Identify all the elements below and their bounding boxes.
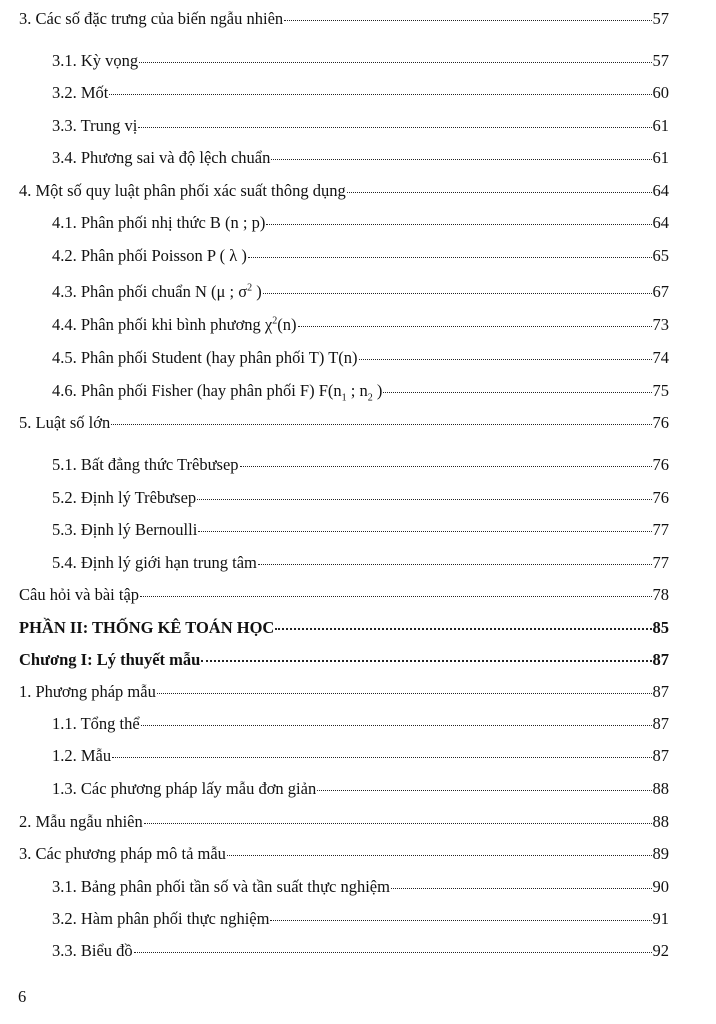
toc-entry-5-3[interactable] [52,520,669,540]
toc-entry-title: 4.5. Phân phối Student (hay phân phối T) T(n) [52,348,358,367]
toc-entry-page: 75 [652,381,669,400]
leader-dots [317,790,651,791]
title-text: 4.3. Phân phối chuẩn N (μ ; σ [52,282,248,301]
toc-entry-page: 92 [652,941,669,960]
toc-entry-page: 87 [652,746,669,765]
leader-dots [138,127,651,128]
toc-entry-questions[interactable] [19,585,669,605]
toc-entry-title: 3.3. Biểu đồ [52,941,133,960]
toc-entry-page: 77 [652,553,669,572]
toc-entry-page: 78 [652,585,669,604]
superscript: 2 [272,315,278,327]
title-text-end: (n) [277,315,297,334]
toc-entry-page: 74 [652,348,669,367]
toc-entry-page: 89 [652,844,669,863]
toc-entry-c1-2[interactable] [19,812,669,832]
toc-entry-page: 90 [652,877,669,896]
toc-entry-title: 4.2. Phân phối Poisson P ( λ ) [52,246,247,265]
leader-dots [198,531,651,532]
toc-entry-title: 5.3. Định lý Bernoulli [52,520,198,539]
toc-entry-page: 76 [652,455,669,474]
toc-entry-4-3[interactable] [52,282,669,302]
toc-entry-title: 5.2. Định lý Trêbưsep [52,488,197,507]
leader-dots [111,424,651,425]
toc-entry-title: Chương I: Lý thuyết mẫu [19,650,201,669]
toc-entry-title: 1. Phương pháp mẫu [19,682,156,701]
toc-entry-title: 4.1. Phân phối nhị thức B (n ; p) [52,213,266,232]
title-text: 4.4. Phân phối khi bình phương χ [52,315,273,334]
toc-entry-4-1[interactable] [52,213,669,233]
toc-entry-title: 3.2. Hàm phân phối thực nghiệm [52,909,270,928]
toc-entry-c1-3[interactable] [19,844,669,864]
toc-entry-title: 3.3. Trung vị [52,116,138,135]
toc-entry-page: 76 [652,413,669,432]
toc-entry-c1-1-2[interactable] [52,746,669,766]
toc-entry-title: 3.4. Phương sai và độ lệch chuẩn [52,148,271,167]
toc-entry-page: 64 [652,181,669,200]
toc-entry-page: 61 [652,116,669,135]
toc-entry-part-2[interactable] [19,618,669,638]
leader-dots [271,159,651,160]
leader-dots [227,855,652,856]
toc-entry-3[interactable] [19,9,669,29]
toc-entry-title: 5. Luật số lớn [19,413,111,432]
toc-entry-4-5[interactable] [52,348,669,368]
toc-entry-title: 4. Một số quy luật phân phối xác suất thông dụng [19,181,346,200]
title-text-mid: ; n [346,381,368,400]
toc-entry-page: 67 [652,282,669,301]
toc-entry-4-6[interactable] [52,381,669,404]
toc-entry-title [52,315,297,335]
toc-entry-4-2[interactable] [52,246,669,266]
footer-page-number: 6 [18,987,27,1006]
leader-dots [240,466,652,467]
leader-dots [134,952,652,953]
leader-dots [359,359,652,360]
leader-dots [284,20,651,21]
toc-entry-4[interactable] [19,181,669,201]
toc-entry-title: 5.4. Định lý giới hạn trung tâm [52,553,257,572]
leader-dots [112,757,651,758]
toc-entry-c1-3-1[interactable] [52,877,669,897]
toc-entry-3-2[interactable] [52,83,669,103]
toc-entry-page: 87 [652,682,669,701]
leader-dots [109,94,651,95]
toc-entry-page: 57 [652,51,669,70]
toc-entry-page: 76 [652,488,669,507]
toc-entry-page: 87 [652,714,669,733]
toc-entry-title: 1.2. Mẫu [52,746,112,765]
toc-entry-page: 88 [652,812,669,831]
title-text: 4.6. Phân phối Fisher (hay phân phối F) F(n [52,381,342,400]
toc-entry-5[interactable] [19,413,669,433]
leader-dots [248,257,652,258]
toc-entry-page: 77 [652,520,669,539]
toc-entry-5-2[interactable] [52,488,669,508]
toc-entry-4-4[interactable] [52,315,669,335]
toc-entry-c1-1-3[interactable] [52,779,669,799]
leader-dots [144,823,652,824]
toc-entry-title: 3.2. Mốt [52,83,109,102]
toc-entry-title: 2. Mẫu ngẫu nhiên [19,812,143,831]
toc-entry-3-3[interactable] [52,116,669,136]
toc-entry-title: 5.1. Bất đẳng thức Trêbưsep [52,455,239,474]
toc-entry-page: 64 [652,213,669,232]
toc-entry-3-4[interactable] [52,148,669,168]
leader-dots [141,725,652,726]
leader-dots [258,564,652,565]
leader-dots [139,62,651,63]
toc-entry-title [52,282,262,302]
subscript: 1 [341,392,347,404]
toc-entry-c1-3-3[interactable] [52,941,669,961]
toc-entry-chapter-1[interactable] [19,650,669,670]
toc-entry-title: 1.3. Các phương pháp lấy mẫu đơn giản [52,779,317,798]
toc-entry-c1-3-2[interactable] [52,909,669,929]
toc-entry-page: 57 [652,9,669,28]
leader-dots [266,224,651,225]
toc-entry-page: 91 [652,909,669,928]
leader-dots [140,596,651,597]
superscript: 2 [247,282,253,294]
toc-entry-title: 3.1. Kỳ vọng [52,51,139,70]
toc-entry-title [52,381,383,404]
toc-entry-5-4[interactable] [52,553,669,573]
title-text-end: ) [372,381,383,400]
toc-entry-title: PHẦN II: THỐNG KÊ TOÁN HỌC [19,618,275,637]
toc-entry-page: 65 [652,246,669,265]
leader-dots [275,628,651,630]
toc-entry-c1-1-1[interactable] [52,714,669,734]
toc-entry-page: 60 [652,83,669,102]
leader-dots [298,326,652,327]
toc-entry-page: 87 [652,650,669,669]
toc-entry-title: 3. Các phương pháp mô tả mẫu [19,844,226,863]
toc-entry-title: 1.1. Tổng thể [52,714,140,733]
leader-dots [391,888,652,889]
toc-entry-title: 3. Các số đặc trưng của biến ngẫu nhiên [19,9,284,28]
subscript: 2 [367,392,373,404]
toc-entry-c1-1[interactable] [19,682,669,702]
toc-entry-3-1[interactable] [52,51,669,71]
leader-dots [201,660,651,662]
toc-entry-title: 3.1. Bảng phân phối tần số và tần suất thực nghiệm [52,877,390,896]
title-text-end: ) [252,282,262,301]
leader-dots [383,392,651,393]
leader-dots [270,920,651,921]
leader-dots [347,192,652,193]
leader-dots [263,293,652,294]
toc-entry-page: 88 [652,779,669,798]
toc-entry-page: 61 [652,148,669,167]
leader-dots [157,693,652,694]
toc-entry-page: 85 [652,618,669,637]
toc-entry-5-1[interactable] [52,455,669,475]
leader-dots [197,499,651,500]
toc-entry-page: 73 [652,315,669,334]
toc-entry-title: Câu hỏi và bài tập [19,585,140,604]
